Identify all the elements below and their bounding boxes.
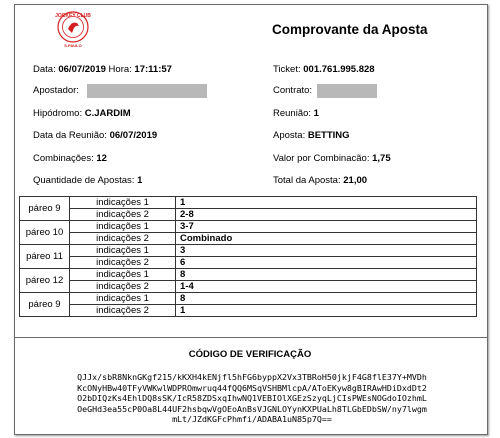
data-reuniao-value: 06/07/2019: [109, 130, 158, 141]
indication-label: indicações 1: [70, 269, 176, 281]
contract-label: Contrato:: [273, 85, 313, 96]
indication-label: indicações 2: [70, 305, 176, 317]
indication-value: 2-8: [176, 209, 477, 221]
indication-value: 3: [176, 245, 477, 257]
indication-label: indicações 1: [70, 293, 176, 305]
time-value: 17:11:57: [134, 64, 172, 75]
table-row: [20, 257, 477, 269]
combinacoes-value: 12: [96, 153, 107, 164]
picks-table: [19, 196, 477, 317]
section-divider: [14, 337, 488, 338]
verification-code-line: mLt/JZdKGFcPhmfi/ADABA1uN85p7Q==: [172, 414, 332, 425]
time-label: Hora:: [108, 64, 132, 75]
verification-code-line: OeGHd3ea55cP0Oa8L44UF2hsbqwVgOEoAnBsVJGNLOYynKXPUaLh8TLGbEDbSW/ny7lwgm: [77, 403, 427, 414]
indication-value: 6: [176, 257, 477, 269]
date-row: [33, 63, 172, 77]
contract-redacted: [317, 84, 377, 98]
total-row: [273, 174, 367, 188]
table-row: [20, 245, 477, 257]
logo-text: JOCKEY CLUB: [55, 13, 91, 19]
indication-label: indicações 1: [70, 221, 176, 233]
table-row: [20, 221, 477, 233]
valor-row: [273, 152, 391, 166]
verification-code-line: KcONyHBw40TFyVWKwlWDPROmwruq44fQQ6MSqVSHBMlcpA/AToEKyw8gBIRAwHDiDxdDt2: [77, 382, 427, 393]
indication-value: 1: [176, 305, 477, 317]
quantidade-value: 1: [137, 175, 143, 186]
combinacoes-row: [33, 152, 107, 166]
table-row: [20, 197, 477, 209]
race-cell: páreo 9: [20, 293, 70, 317]
aposta-row: [273, 129, 350, 143]
aposta-label: Aposta:: [273, 130, 306, 141]
table-row: [20, 269, 477, 281]
indication-label: indicações 2: [70, 257, 176, 269]
reuniao-label: Reunião:: [273, 108, 312, 119]
verification-code-line: QJJx/sbR8NknGKgf215/kKXH4kENjfl5hFG6byppX2Vx3TBRoH50jkjF4G8flE37Y+MVDh: [77, 372, 427, 382]
indication-label: indicações 2: [70, 281, 176, 293]
hipodromo-row: [33, 107, 131, 121]
quantidade-label: Quantidade de Apostas:: [33, 175, 135, 186]
bettor-redacted: [87, 84, 207, 98]
indication-label: indicações 2: [70, 209, 176, 221]
indication-value: Combinado: [176, 233, 477, 245]
indication-label: indicações 1: [70, 197, 176, 209]
table-row: [20, 305, 477, 317]
verification-code: [24, 372, 480, 425]
jockey-club-logo-icon: [50, 9, 96, 49]
indication-value: 3-7: [176, 221, 477, 233]
race-cell: páreo 10: [20, 221, 70, 245]
table-row: [20, 233, 477, 245]
logo-subtext: S.PAULO: [64, 43, 82, 48]
data-reuniao-label: Data da Reunião:: [33, 130, 107, 141]
bettor-label: Apostador:: [33, 85, 79, 96]
reuniao-row: [273, 107, 319, 121]
indication-value: 8: [176, 293, 477, 305]
race-cell: páreo 11: [20, 245, 70, 269]
indication-value: 8: [176, 269, 477, 281]
date-value: 06/07/2019: [58, 64, 106, 75]
aposta-value: BETTING: [307, 130, 350, 141]
ticket-row: [273, 63, 375, 77]
date-label: Data:: [33, 64, 56, 75]
hipodromo-label: Hipódromo:: [33, 108, 83, 119]
valor-value: 1,75: [372, 153, 391, 164]
combinacoes-label: Combinações:: [33, 153, 94, 164]
table-row: [20, 281, 477, 293]
hipodromo-value: C.JARDIM: [84, 108, 131, 119]
quantidade-row: [33, 174, 142, 188]
table-row: [20, 209, 477, 221]
indication-value: 1: [176, 197, 477, 209]
ticket-label: Ticket:: [273, 64, 301, 75]
indication-label: indicações 2: [70, 233, 176, 245]
table-row: [20, 293, 477, 305]
verification-title: CÓDIGO DE VERIFICAÇÃO: [188, 349, 312, 360]
indication-value: 1-4: [176, 281, 477, 293]
ticket-value: 001.761.995.828: [303, 64, 375, 75]
race-cell: páreo 9: [20, 197, 70, 221]
indication-label: indicações 1: [70, 245, 176, 257]
reuniao-value: 1: [313, 108, 319, 119]
verification-code-line: O2bDIQzKs4EhlDQ8sSK/IcR58ZDSxqIhwNQ1VEBIOlXGEzSzyqLjCIsPWEsNOGdoIOzhmL: [77, 393, 427, 404]
valor-label: Valor por Combinacão:: [273, 153, 370, 164]
race-cell: páreo 12: [20, 269, 70, 293]
data-reuniao-row: [33, 129, 157, 143]
total-value: 21,00: [343, 175, 368, 186]
total-label: Total da Aposta:: [273, 175, 341, 186]
page-title: Comprovante da Aposta: [272, 22, 428, 37]
